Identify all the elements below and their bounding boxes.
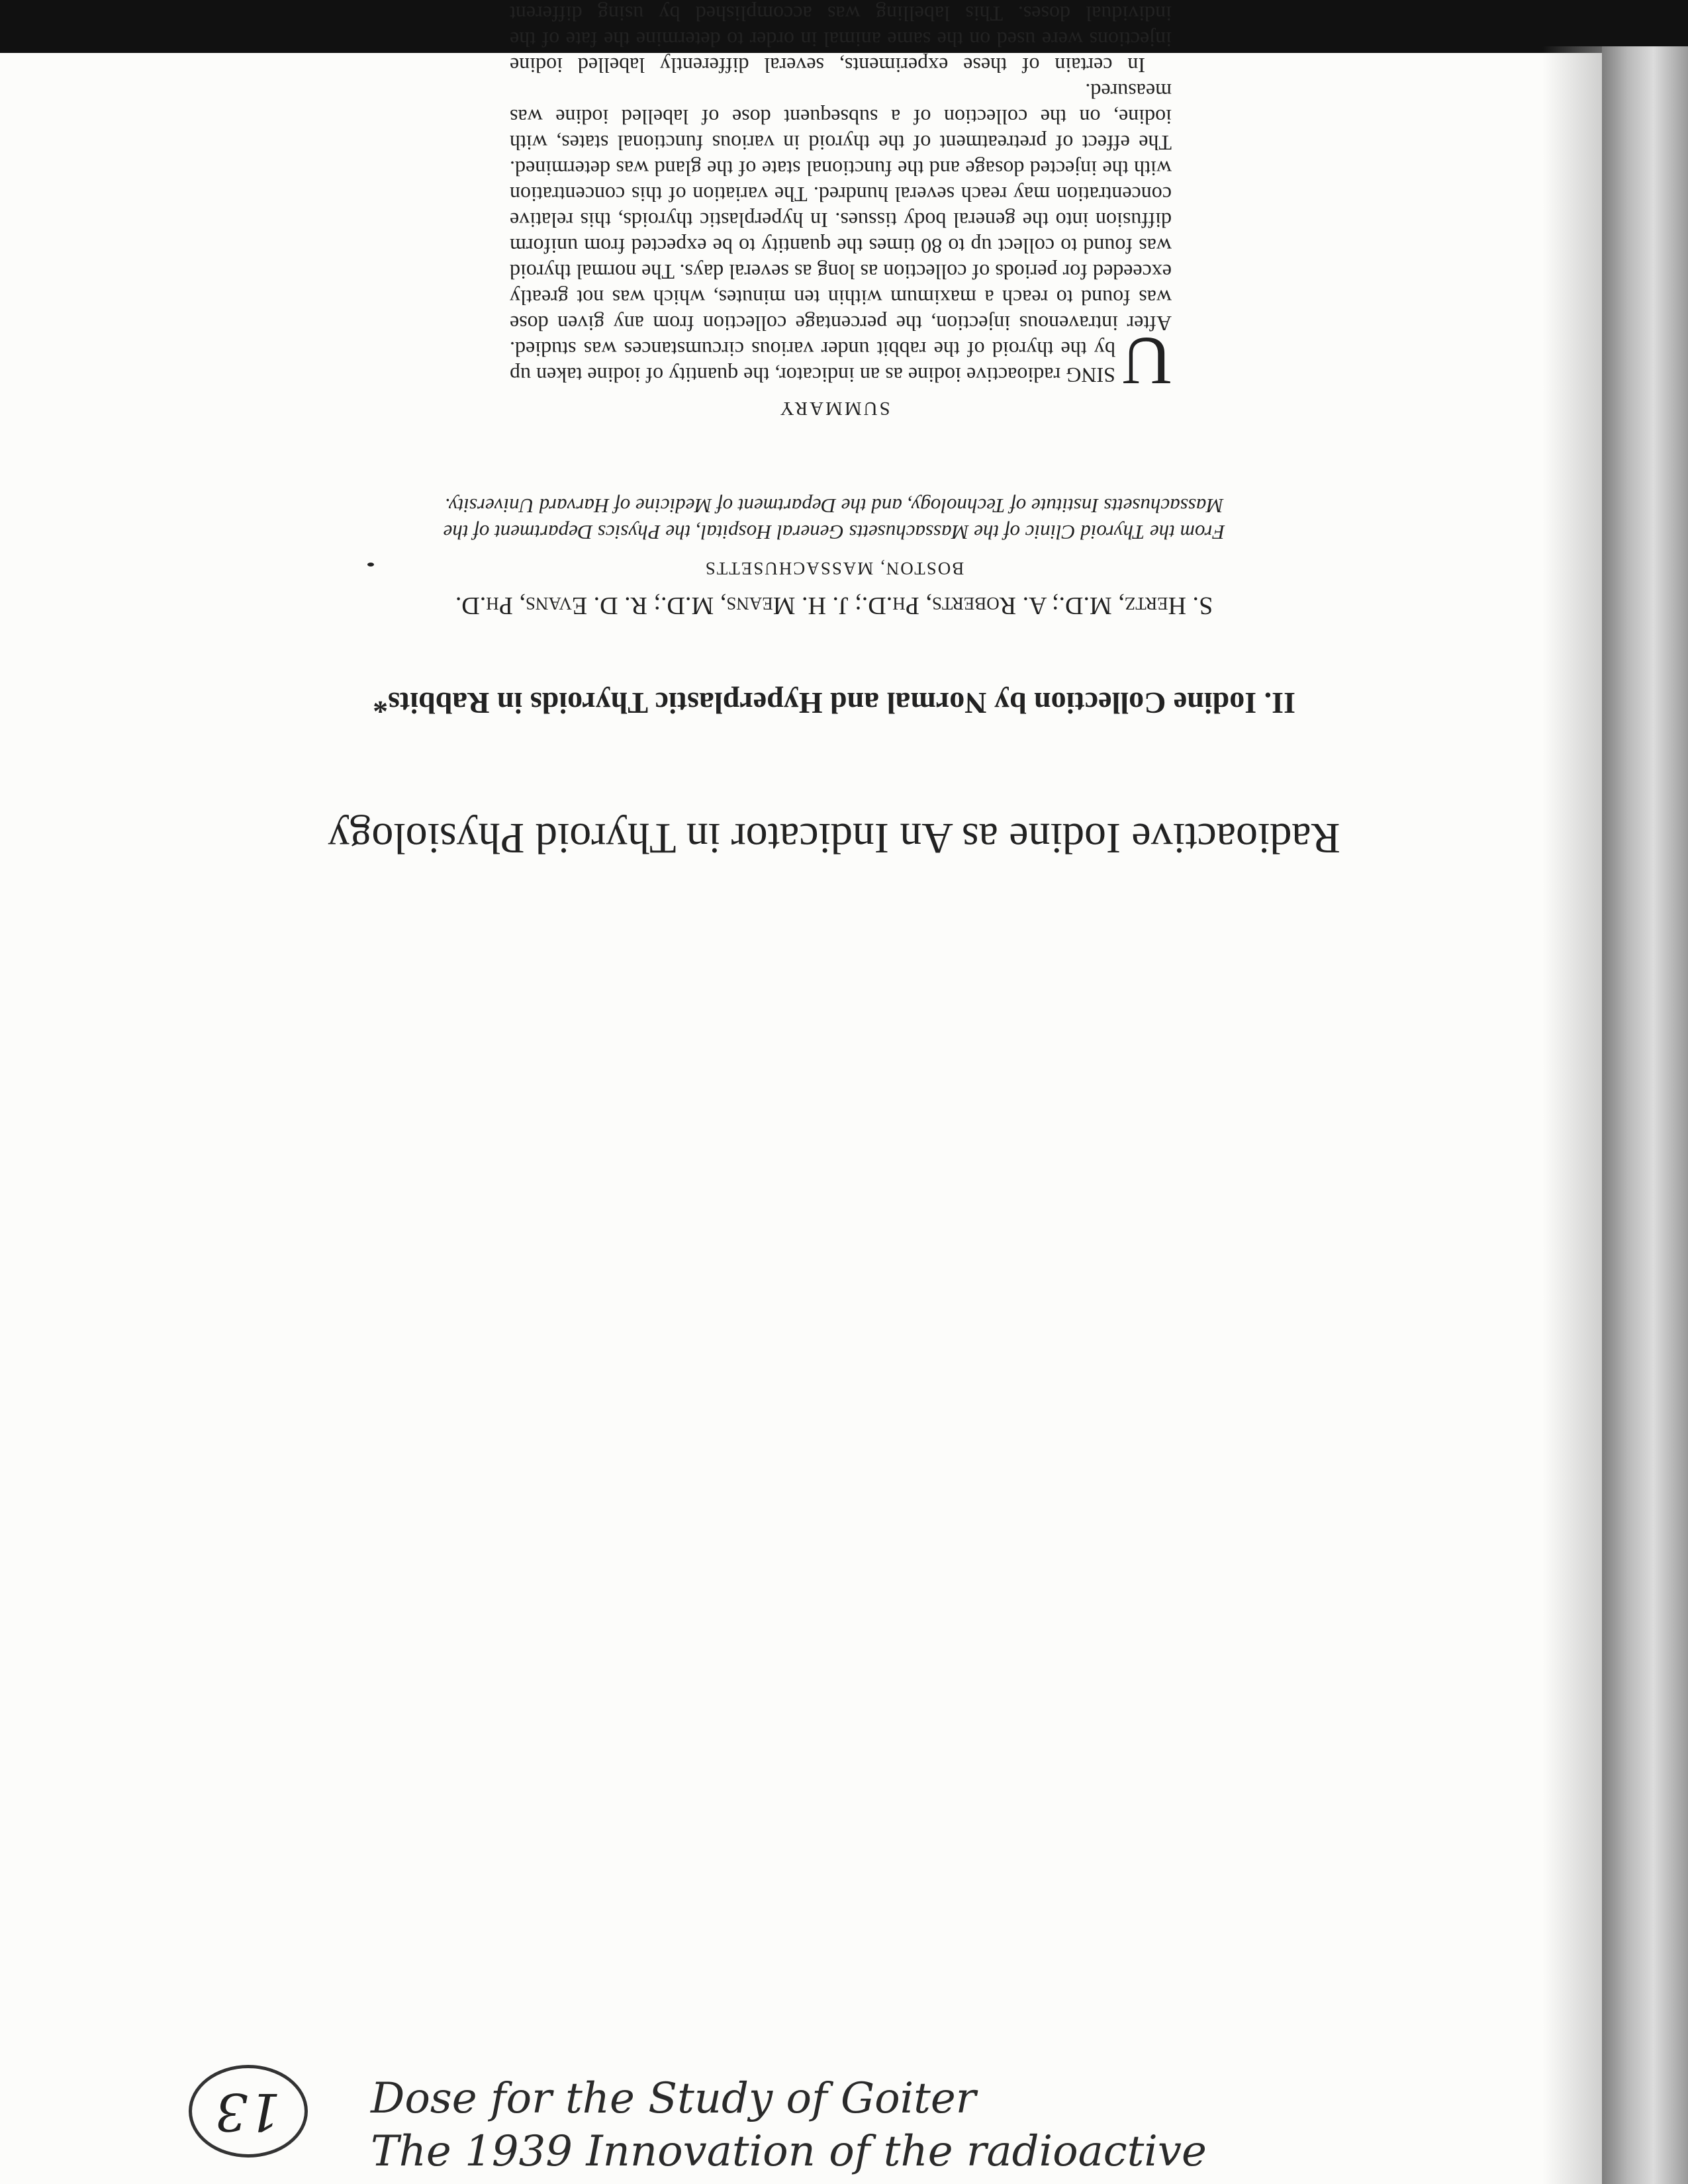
author-location: BOSTON, MASSACHUSETTS — [704, 559, 964, 578]
handwritten-annotation-line-2: Dose for the Study of Goiter — [371, 2074, 976, 2123]
drop-cap: U — [1121, 323, 1172, 399]
summary-section — [510, 0, 1172, 399]
summary-paragraph-2: In certain of these experiments, several differently labelled iodine injections were used on the same animal in order to determine the fate of the individual doses. This labelling was accomplished by using different — [510, 2, 1172, 77]
circled-page-number — [189, 2065, 308, 2158]
author-list: S. Hertz, M.D.; A. Roberts, Ph.D.; J. H. Means, M.D.; R. D. Evans, Ph.D. — [455, 592, 1213, 619]
page-number: 13 — [215, 2081, 281, 2141]
summary-heading: SUMMARY — [778, 398, 890, 419]
author-affiliation: From the Thyroid Clinic of the Massachusetts General Hospital, the Physics Department of the Massachusetts Institute of Technology, and the Department of Medicine of Harvard University. — [443, 494, 1225, 544]
handwritten-annotation-line-1: The 1939 Innovation of the radioactive — [371, 2127, 1207, 2176]
drop-cap-word-rest: SING — [1066, 363, 1115, 387]
article-title: Radioactive Iodine as An Indicator in Thyroid Physiology — [328, 814, 1340, 862]
summary-paragraph-1-text: radioactive iodine as an indicator, the quantity of iodine taken up by the thyroid of the rabbit under various circumstances was studied. After intravenous injection, the percentage collection from any given dose was found to reach a maximum within ten minutes, which was not greatly exceeded for periods of collection as long as several days. The normal thyroid was found to collect up to 80 times the quantity to be expected from uniform diffusion into the general body tissues. In hyperplastic thyroids, this relative concentration may reach several hundred. The variation of this concentration with the injected dosage and the functional state of the gland was determined. The effect of pretreatment of the thyroid in various functional states, with iodine, on the collection of a subsequent dose of labelled iodine was measured. — [510, 79, 1172, 387]
summary-paragraph-1 — [510, 78, 1172, 399]
scan-speck — [367, 563, 374, 567]
article-subtitle: II. Iodine Collection by Normal and Hyperplastic Thyroids in Rabbits* — [373, 686, 1295, 720]
